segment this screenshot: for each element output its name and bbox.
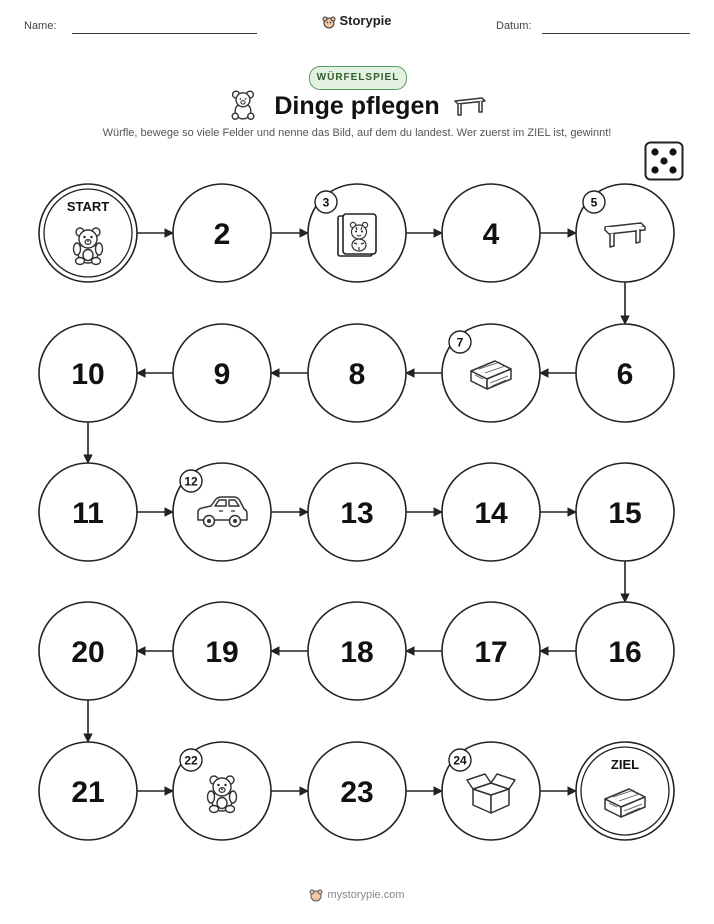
board-cell-8: [308, 324, 406, 422]
board-cell-21: [39, 742, 137, 840]
board-cell-5: [576, 184, 674, 282]
board-cell-19: [173, 602, 271, 700]
board-cell-18: [308, 602, 406, 700]
board-cell-17: [442, 602, 540, 700]
instructions: Würfle, bewege so viele Felder und nenne das Bild, auf dem du landest. Wer zuerst im ZIEL ist, gewinnt!: [102, 127, 612, 139]
page-title: Dinge pflegen: [274, 92, 440, 120]
cell-number: 16: [608, 636, 642, 669]
cell-number: 15: [608, 497, 642, 530]
board-cell-9: [173, 324, 271, 422]
brand-name: Storypie: [339, 13, 392, 28]
goal-label: ZIEL: [610, 757, 640, 772]
board-cell-24: [442, 742, 540, 840]
cell-number: 13: [340, 497, 374, 530]
board-cell-23: [308, 742, 406, 840]
board-cell-11: [39, 463, 137, 561]
cell-number: 14: [474, 497, 508, 530]
board-cell-15: [576, 463, 674, 561]
board-cell-3: [308, 184, 406, 282]
teddy-bear-icon: [74, 228, 103, 265]
start-label: START: [66, 199, 110, 214]
cell-number: 5: [590, 195, 598, 210]
cell-number: 4: [482, 218, 500, 251]
cell-number: 17: [474, 636, 508, 669]
cell-number: 24: [453, 753, 467, 768]
book-icon: [338, 214, 376, 256]
cell-number: 21: [71, 776, 105, 809]
cell-number: 7: [456, 335, 464, 350]
cell-number: 9: [213, 358, 231, 391]
cell-number: 6: [616, 358, 634, 391]
date-label: Datum:: [496, 20, 532, 32]
start-cell: [39, 184, 137, 282]
cell-number: 3: [322, 195, 330, 210]
cell-number: 22: [184, 753, 198, 768]
cell-number: 20: [71, 636, 105, 669]
name-label: Name:: [24, 20, 57, 32]
cell-number: 2: [213, 218, 231, 251]
board-cell-4: [442, 184, 540, 282]
cell-number: 18: [340, 636, 374, 669]
footer: [0, 888, 714, 902]
board-cell-10: [39, 324, 137, 422]
board-cell-14: [442, 463, 540, 561]
board-cell-12: [173, 463, 271, 561]
board-cell-6: [576, 324, 674, 422]
cell-number: 10: [71, 358, 105, 391]
board-cell-20: [39, 602, 137, 700]
cell-number: 8: [348, 358, 366, 391]
goal-cell: [576, 742, 674, 840]
board-cell-16: [576, 602, 674, 700]
cell-number: 19: [205, 636, 239, 669]
game-type-badge: WÜRFELSPIEL: [309, 66, 407, 90]
board-cell-2: [173, 184, 271, 282]
teddy-bear-icon: [208, 776, 237, 813]
board-cell-13: [308, 463, 406, 561]
cell-number: 23: [340, 776, 374, 809]
board-cell-22: [173, 742, 271, 840]
storypie-logo-icon: [309, 888, 323, 902]
cell-number: 11: [72, 497, 104, 530]
board-cell-7: [442, 324, 540, 422]
board-cells: [39, 184, 674, 840]
footer-url: mystorypie.com: [327, 888, 405, 901]
cell-number: 12: [184, 474, 198, 489]
